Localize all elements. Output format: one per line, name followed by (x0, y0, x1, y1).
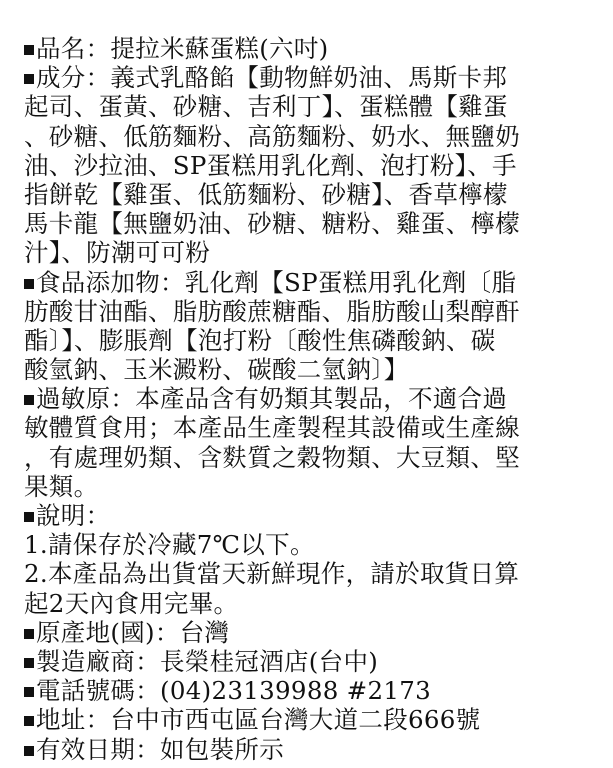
bullet-square-icon (24, 746, 34, 756)
instructions-line (24, 589, 589, 618)
expiry-line (24, 735, 589, 764)
ingredients-line (24, 122, 589, 151)
ingredients-line (24, 180, 589, 209)
bullet-square-icon (24, 658, 34, 668)
bullet-square-icon (24, 716, 34, 726)
line-text: 過敏原：本產品含有奶類其製品，不適合過 (36, 384, 508, 414)
line-text: 有效日期：如包裝所示 (36, 734, 284, 764)
line-text: 食品添加物：乳化劑【SP蛋糕用乳化劑〔脂 (36, 267, 517, 297)
ingredients-line (24, 209, 589, 238)
ingredients-line (24, 151, 589, 180)
allergens-line (24, 443, 589, 472)
additives-line (24, 326, 589, 355)
allergens-line (24, 413, 589, 442)
bullet-square-icon (24, 512, 34, 522)
line-text: 起2天內食用完畢。 (24, 588, 239, 618)
line-text: 2.本產品為出貨當天新鮮現作，請於取貨日算 (24, 559, 520, 589)
product-name-line (24, 34, 589, 63)
instructions-heading (24, 501, 589, 530)
line-text: 製造廠商：長榮桂冠酒店(台中) (36, 646, 379, 676)
instructions-line (24, 530, 589, 559)
line-text: 指餅乾【雞蛋、低筋麵粉、砂糖】、香草檸檬 (24, 179, 508, 209)
origin-line (24, 618, 589, 647)
additives-line (24, 297, 589, 326)
bullet-square-icon (24, 395, 34, 405)
manufacturer-line (24, 647, 589, 676)
line-text: 成分：義式乳酪餡【動物鮮奶油、馬斯卡邦 (36, 63, 508, 93)
line-text: 汁】、防潮可可粉 (24, 238, 211, 268)
line-text: 酸氫鈉、玉米澱粉、碳酸二氫鈉〕】 (24, 355, 409, 385)
address-line (24, 705, 589, 734)
allergens-line (24, 384, 589, 413)
line-text: 品名：提拉米蘇蛋糕(六吋) (36, 34, 329, 63)
line-text: ，有處理奶類、含麩質之穀物類、大豆類、堅 (24, 442, 520, 472)
line-text: 1.請保存於冷藏7℃以下。 (24, 530, 315, 560)
line-text: 、砂糖、低筋麵粉、高筋麵粉、奶水、無鹽奶 (24, 121, 520, 151)
additives-line (24, 268, 589, 297)
line-text: 敏體質食用；本產品生產製程其設備或生產線 (24, 413, 520, 443)
bullet-square-icon (24, 687, 34, 697)
bullet-square-icon (24, 45, 34, 55)
ingredients-line (24, 238, 589, 267)
bullet-square-icon (24, 279, 34, 289)
line-text: 馬卡龍【無鹽奶油、砂糖、糖粉、雞蛋、檸檬 (24, 209, 520, 239)
line-text: 原產地(國)：台灣 (36, 617, 230, 647)
additives-line (24, 355, 589, 384)
line-text: 肪酸甘油酯、脂肪酸蔗糖酯、脂肪酸山梨醇酐 (24, 296, 520, 326)
line-text: 油、沙拉油、SP蛋糕用乳化劑、泡打粉】、手 (24, 150, 517, 180)
allergens-line (24, 472, 589, 501)
phone-line (24, 676, 589, 705)
ingredients-line (24, 63, 589, 92)
bullet-square-icon (24, 629, 34, 639)
instructions-line (24, 559, 589, 588)
line-text: 起司、蛋黃、砂糖、吉利丁】、蛋糕體【雞蛋 (24, 92, 508, 122)
line-text: 說明： (36, 501, 111, 530)
bullet-square-icon (24, 74, 34, 84)
line-text: 酯〕】、膨脹劑【泡打粉〔酸性焦磷酸鈉、碳 (24, 325, 496, 355)
line-text: 果類。 (24, 471, 99, 501)
line-text: 電話號碼：(04)23139988 #2173 (36, 676, 432, 706)
ingredients-line (24, 92, 589, 121)
line-text: 地址：台中市西屯區台灣大道二段666號 (36, 705, 481, 735)
